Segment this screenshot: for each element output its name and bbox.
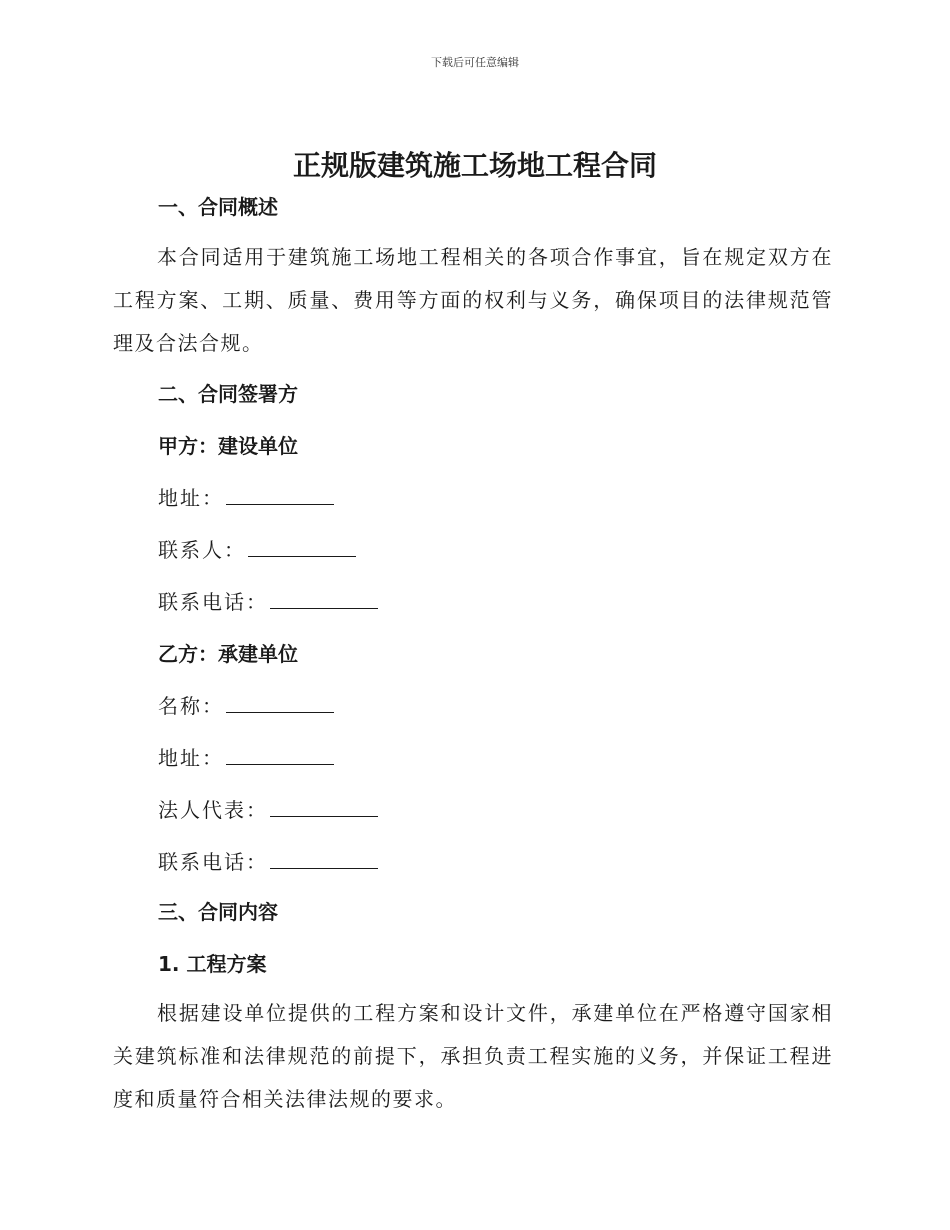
party-b-heading: 乙方：承建单位: [158, 642, 298, 666]
field-label: 联系电话：: [158, 590, 268, 614]
section-2-heading: 二、合同签署方: [158, 382, 298, 406]
party-a-phone-field: [158, 588, 378, 616]
document-title: 正规版建筑施工场地工程合同: [292, 149, 657, 182]
field-label: 名称：: [158, 694, 224, 718]
fill-blank-line: [270, 848, 378, 869]
section-1-paragraph: 本合同适用于建筑施工场地工程相关的各项合作事宜，旨在规定双方在工程方案、工期、质量、费用等方面的权利与义务，确保项目的法律规范管理及合法合规。: [113, 245, 833, 355]
fill-blank-line: [226, 744, 334, 765]
party-b-name-field: [158, 692, 334, 720]
section-3-heading: 三、合同内容: [158, 900, 278, 924]
party-b-address-field: [158, 744, 334, 772]
subsection-1-paragraph: 根据建设单位提供的工程方案和设计文件，承建单位在严格遵守国家相关建筑标准和法律规范的前提下，承担负责工程实施的义务，并保证工程进度和质量符合相关法律法规的要求。: [113, 1001, 833, 1111]
fill-blank-line: [226, 484, 334, 505]
fill-blank-line: [226, 692, 334, 713]
field-label: 法人代表：: [158, 798, 268, 822]
party-b-phone-field: [158, 848, 378, 876]
subsection-1-heading: 1. 工程方案: [158, 952, 267, 976]
fill-blank-line: [248, 536, 356, 557]
party-a-contact-field: [158, 536, 356, 564]
field-label: 联系电话：: [158, 850, 268, 874]
section-1-heading: 一、合同概述: [158, 195, 278, 219]
fill-blank-line: [270, 588, 378, 609]
party-a-heading: 甲方：建设单位: [158, 434, 298, 458]
field-label: 地址：: [158, 486, 224, 510]
page-header-note: 下载后可任意编辑: [431, 56, 519, 69]
fill-blank-line: [270, 796, 378, 817]
field-label: 联系人：: [158, 538, 246, 562]
party-a-address-field: [158, 484, 334, 512]
field-label: 地址：: [158, 746, 224, 770]
party-b-legal-rep-field: [158, 796, 378, 824]
